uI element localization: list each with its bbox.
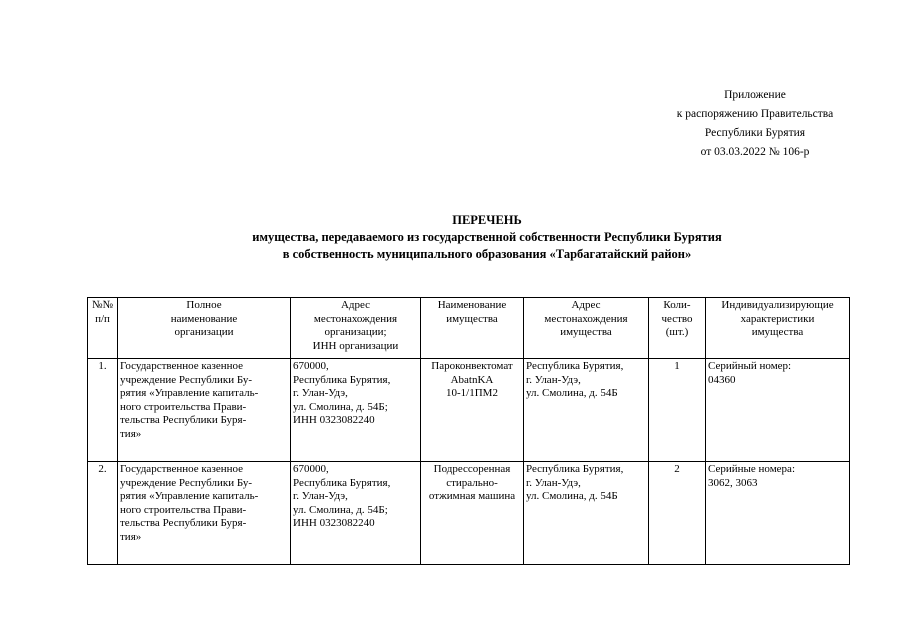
property-table [87, 297, 850, 565]
appendix-line: от 03.03.2022 № 106-р [700, 146, 810, 158]
header-org: Полное наименование организации [118, 298, 291, 359]
row-property-name: Пароконвектомат AbatnKA 10-1/1ПМ2 [421, 359, 524, 462]
row-num: 2. [88, 462, 118, 565]
row-quantity: 1 [649, 359, 706, 462]
row-property-name: Подрессоренная стирально- отжимная машина [421, 462, 524, 565]
appendix-line: к распоряжению Правительства [676, 108, 834, 120]
title-line: в собственность муниципального образования «Тарбагатайский район» [282, 247, 692, 261]
header-property-address: Адрес местонахождения имущества [524, 298, 649, 359]
header-characteristics: Индивидуализирующие характеристики имущества [706, 298, 850, 359]
header-org-address: Адрес местонахождения организации; ИНН организации [291, 298, 421, 359]
table-row [88, 359, 850, 462]
title-line: имущества, передаваемого из государственной собственности Республики Бурятия [252, 230, 722, 244]
header-quantity: Коли- чество (шт.) [649, 298, 706, 359]
row-quantity: 2 [649, 462, 706, 565]
row-characteristics: Серийный номер: 04360 [706, 359, 850, 462]
title-heading: ПЕРЕЧЕНЬ [452, 213, 522, 227]
appendix-line: Республики Бурятия [704, 127, 806, 139]
row-property-address: Республика Бурятия, г. Улан-Удэ, ул. Смолина, д. 54Б [524, 462, 649, 565]
header-num: №№ п/п [88, 298, 118, 359]
appendix-block [655, 86, 855, 162]
row-property-address: Республика Бурятия, г. Улан-Удэ, ул. Смолина, д. 54Б [524, 359, 649, 462]
row-org-address: 670000, Республика Бурятия, г. Улан-Удэ, ул. Смолина, д. 54Б; ИНН 0323082240 [291, 462, 421, 565]
row-org: Государственное казенное учреждение Республики Бу- рятия «Управление капиталь- ного строительства Прави- тельства Республики Буря- тия» [118, 462, 291, 565]
table-row [88, 462, 850, 565]
row-characteristics: Серийные номера: 3062, 3063 [706, 462, 850, 565]
header-property-name: Наименование имущества [421, 298, 524, 359]
table-header-row [88, 298, 850, 359]
row-num: 1. [88, 359, 118, 462]
appendix-line: Приложение [724, 89, 786, 101]
row-org: Государственное казенное учреждение Республики Бу- рятия «Управление капиталь- ного строительства Прави- тельства Республики Буря- тия» [118, 359, 291, 462]
row-org-address: 670000, Республика Бурятия, г. Улан-Удэ, ул. Смолина, д. 54Б; ИНН 0323082240 [291, 359, 421, 462]
document-title [130, 212, 844, 263]
